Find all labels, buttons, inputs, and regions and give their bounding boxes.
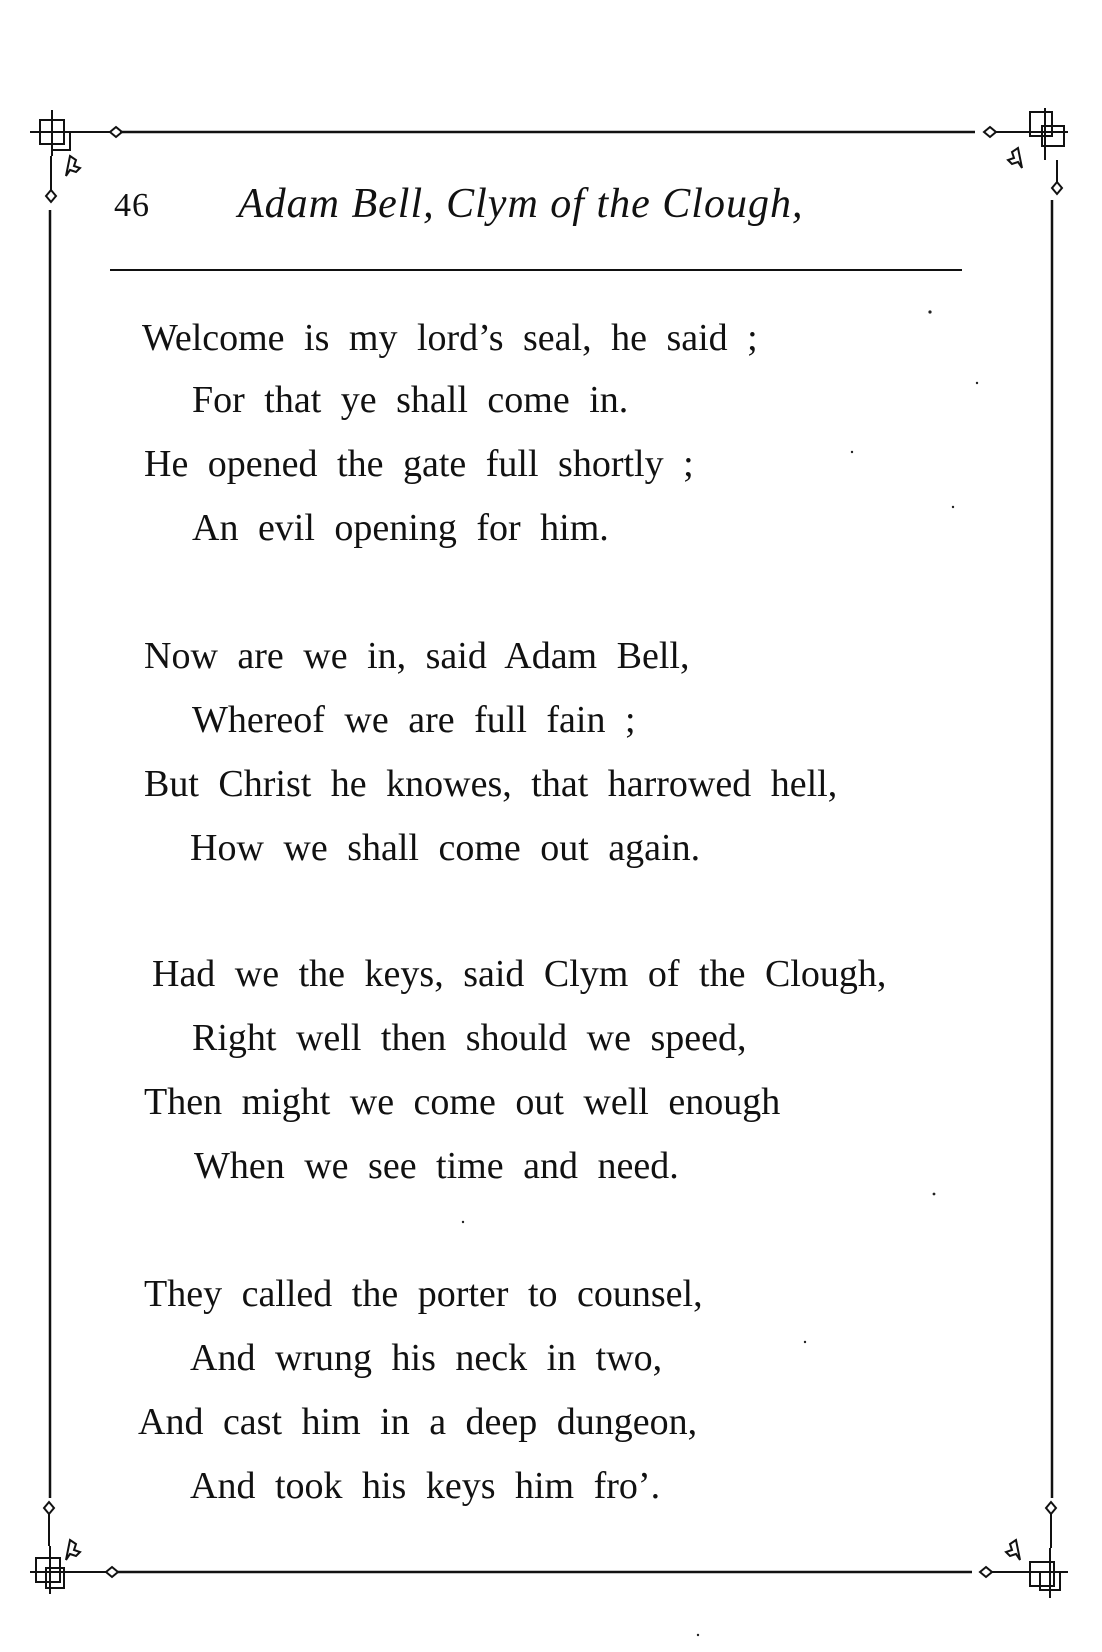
poem-line: And took his keys him fro’. [190,1465,661,1507]
poem-line: And wrung his neck in two, [190,1337,663,1379]
poem-line: An evil opening for him. [192,507,609,549]
poem-line: Whereof we are full fain ; [192,699,636,741]
poem-line: But Christ he knowes, that harrowed hell, [144,763,838,805]
poem-line: They called the porter to counsel, [144,1273,703,1315]
poem-line: Now are we in, said Adam Bell, [144,635,690,677]
poem-line: How we shall come out again. [190,827,701,869]
poem-line: For that ye shall come in. [192,379,629,421]
poem-line: He opened the gate full shortly ; [144,443,694,485]
poem-line: Had we the keys, said Clym of the Clough, [152,953,887,995]
poem-line: Welcome is my lord’s seal, he said ; [142,317,758,359]
poem-line: And cast him in a deep dungeon, [138,1401,698,1443]
running-title: Adam Bell, Clym of the Clough, [238,181,804,227]
poem-line: Right well then should we speed, [192,1017,747,1059]
poem-line: When we see time and need. [194,1145,679,1187]
poem-line: Then might we come out well enough [144,1081,781,1123]
page-number: 46 [114,187,150,224]
